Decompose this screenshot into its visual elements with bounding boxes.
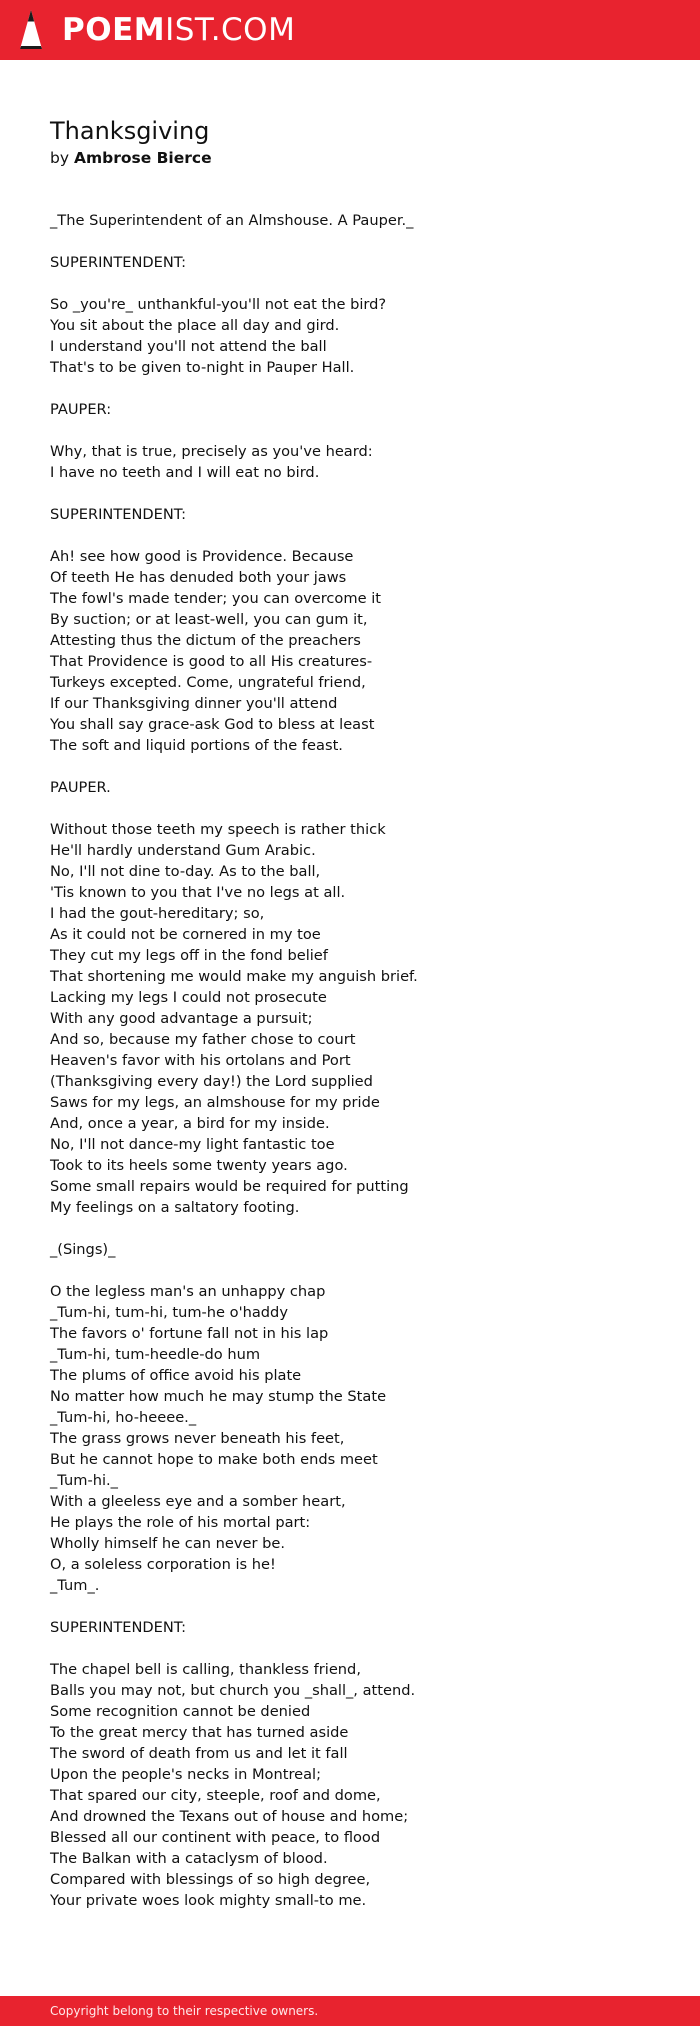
poem-line: _Tum_. — [50, 1577, 100, 1594]
poem-line: The grass grows never beneath his feet, — [50, 1430, 345, 1447]
poem-line: Compared with blessings of so high degree, — [50, 1871, 371, 1888]
poem-line: Saws for my legs, an almshouse for my pride — [50, 1094, 380, 1111]
poem-line: You sit about the place all day and gird. — [50, 317, 340, 334]
poem-line: So _you're_ unthankful-you'll not eat the bird? — [50, 296, 387, 313]
poem-line: No, I'll not dance-my light fantastic toe — [50, 1136, 335, 1153]
poem-line: Upon the people's necks in Montreal; — [50, 1766, 322, 1783]
stanza-break — [50, 756, 670, 777]
stanza-break — [50, 1638, 670, 1659]
stanza-break — [50, 1260, 670, 1281]
poem-line: That Providence is good to all His creatures- — [50, 653, 373, 670]
poem-line: _Tum-hi, tum-heedle-do hum — [50, 1346, 261, 1363]
by-label: by — [50, 149, 70, 167]
poem-line: Blessed all our continent with peace, to flood — [50, 1829, 381, 1846]
poem-line: I have no teeth and I will eat no bird. — [50, 464, 320, 481]
stanza-break — [50, 1218, 670, 1239]
poem-line: O the legless man's an unhappy chap — [50, 1283, 326, 1300]
poem-line: He'll hardly understand Gum Arabic. — [50, 842, 316, 859]
poem-line: That's to be given to-night in Pauper Hall. — [50, 359, 355, 376]
poem-line: But he cannot hope to make both ends meet — [50, 1451, 378, 1468]
poem-line: O, a soleless corporation is he! — [50, 1556, 276, 1573]
poem-line: As it could not be cornered in my toe — [50, 926, 321, 943]
poem-line: My feelings on a saltatory footing. — [50, 1199, 300, 1216]
poem-line: That spared our city, steeple, roof and dome, — [50, 1787, 381, 1804]
stanza-break — [50, 798, 670, 819]
poem-line: Lacking my legs I could not prosecute — [50, 989, 327, 1006]
poem-line: 'Tis known to you that I've no legs at all. — [50, 884, 346, 901]
poem-line: Turkeys excepted. Come, ungrateful friend, — [50, 674, 366, 691]
poem-line: And, once a year, a bird for my inside. — [50, 1115, 330, 1132]
poem-line: He plays the role of his mortal part: — [50, 1514, 311, 1531]
poem-byline — [50, 147, 670, 169]
stanza-break — [50, 483, 670, 504]
copyright-text: Copyright belong to their respective owners. — [50, 2004, 319, 2018]
poem-line: I understand you'll not attend the ball — [50, 338, 327, 355]
poem-title: Thanksgiving — [50, 117, 210, 145]
poem-line: Took to its heels some twenty years ago. — [50, 1157, 348, 1174]
poem-line: Wholly himself he can never be. — [50, 1535, 286, 1552]
poem-line: SUPERINTENDENT: — [50, 1619, 186, 1636]
poem-line: _Tum-hi, tum-hi, tum-he o'haddy — [50, 1304, 288, 1321]
site-footer — [0, 1996, 700, 2026]
poem-line: Without those teeth my speech is rather thick — [50, 821, 386, 838]
poem-line: They cut my legs off in the fond belief — [50, 947, 328, 964]
poem-content — [50, 116, 670, 1911]
poem-line: SUPERINTENDENT: — [50, 254, 186, 271]
poem-line: And drowned the Texans out of house and home; — [50, 1808, 409, 1825]
site-header — [0, 0, 700, 60]
poem-line: _(Sings)_ — [50, 1241, 116, 1258]
stanza-break — [50, 525, 670, 546]
poem-line: The fowl's made tender; you can overcome it — [50, 590, 381, 607]
poem-line: The Balkan with a cataclysm of blood. — [50, 1850, 328, 1867]
logo-text-bold: POEM — [62, 11, 166, 48]
poem-line: Ah! see how good is Providence. Because — [50, 548, 354, 565]
poem-line: _The Superintendent of an Almshouse. A Pauper._ — [50, 212, 414, 229]
poem-line: Some recognition cannot be denied — [50, 1703, 311, 1720]
poem-line: You shall say grace-ask God to bless at least — [50, 716, 375, 733]
poem-line: The favors o' fortune fall not in his lap — [50, 1325, 329, 1342]
poem-line: The sword of death from us and let it fall — [50, 1745, 348, 1762]
poem-line: By suction; or at least-well, you can gum it, — [50, 611, 368, 628]
stanza-break — [50, 1596, 670, 1617]
poem-line: No matter how much he may stump the State — [50, 1388, 387, 1405]
poem-line: PAUPER. — [50, 779, 111, 796]
poem-line: SUPERINTENDENT: — [50, 506, 186, 523]
poem-line: _Tum-hi, ho-heeee._ — [50, 1409, 197, 1426]
poem-line: The soft and liquid portions of the feast. — [50, 737, 343, 754]
poem-line: Your private woes look mighty small-to me. — [50, 1892, 367, 1909]
poem-line: That shortening me would make my anguish brief. — [50, 968, 418, 985]
poem-line: If our Thanksgiving dinner you'll attend — [50, 695, 338, 712]
poem-line: And so, because my father chose to court — [50, 1031, 356, 1048]
poem-body — [50, 210, 670, 1911]
stanza-break — [50, 273, 670, 294]
pencil-logo-icon[interactable] — [18, 9, 44, 51]
poem-line: Of teeth He has denuded both your jaws — [50, 569, 347, 586]
poem-line: Balls you may not, but church you _shall_, attend. — [50, 1682, 416, 1699]
poem-line: I had the gout-hereditary; so, — [50, 905, 265, 922]
poem-line: _Tum-hi._ — [50, 1472, 118, 1489]
poem-line: Attesting thus the dictum of the preachers — [50, 632, 361, 649]
poem-line: The chapel bell is calling, thankless friend, — [50, 1661, 361, 1678]
poem-line: Some small repairs would be required for putting — [50, 1178, 409, 1195]
poem-line: With a gleeless eye and a somber heart, — [50, 1493, 346, 1510]
stanza-break — [50, 378, 670, 399]
poem-line: No, I'll not dine to-day. As to the ball, — [50, 863, 321, 880]
poem-line: PAUPER: — [50, 401, 112, 418]
author-link[interactable]: Ambrose Bierce — [73, 149, 212, 167]
logo-text-light: IST.COM — [165, 11, 296, 48]
poem-line: To the great mercy that has turned aside — [50, 1724, 349, 1741]
poem-line: (Thanksgiving every day!) the Lord supplied — [50, 1073, 373, 1090]
poem-line: The plums of office avoid his plate — [50, 1367, 302, 1384]
poem-line: Why, that is true, precisely as you've heard: — [50, 443, 373, 460]
stanza-break — [50, 231, 670, 252]
poem-line: With any good advantage a pursuit; — [50, 1010, 313, 1027]
poem-line: Heaven's favor with his ortolans and Port — [50, 1052, 351, 1069]
stanza-break — [50, 420, 670, 441]
site-logo-link[interactable] — [62, 11, 296, 48]
